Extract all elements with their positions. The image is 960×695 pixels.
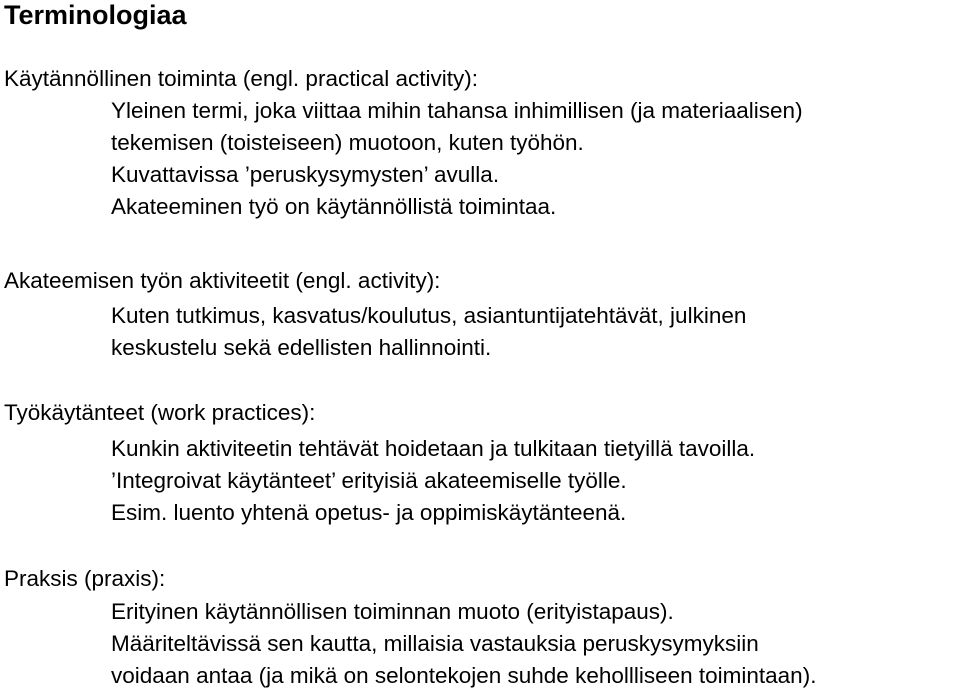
term-heading: Käytännöllinen toiminta (engl. practical activity): [4,66,478,91]
definition-line: Kuten tutkimus, kasvatus/koulutus, asiantuntijatehtävät, julkinen [111,303,747,328]
definition-line: keskustelu sekä edellisten hallinnointi. [111,335,492,360]
definition-line: Yleinen termi, joka viittaa mihin tahansa inhimillisen (ja materiaalisen) [111,98,803,123]
definition-line: voidaan antaa (ja mikä on selontekojen suhde kehollliseen toimintaan). [111,663,817,688]
definition-line: ’Integroivat käytänteet’ erityisiä akateemiselle työlle. [111,468,627,493]
page-title: Terminologiaa [4,0,187,30]
term-heading: Työkäytänteet (work practices): [4,400,316,425]
definition-line: Kunkin aktiviteetin tehtävät hoidetaan ja tulkitaan tietyillä tavoilla. [111,436,756,461]
term-heading: Akateemisen työn aktiviteetit (engl. activity): [4,268,441,293]
definition-line: Esim. luento yhtenä opetus- ja oppimiskäytänteenä. [111,500,627,525]
definition-line: Akateeminen työ on käytännöllistä toimintaa. [111,194,557,219]
definition-line: tekemisen (toisteiseen) muotoon, kuten työhön. [111,130,584,155]
definition-line: Kuvattavissa ’peruskysymysten’ avulla. [111,162,500,187]
definition-line: Määriteltävissä sen kautta, millaisia vastauksia peruskysymyksiin [111,631,759,656]
definition-line: Erityinen käytännöllisen toiminnan muoto (erityistapaus). [111,599,674,624]
term-heading: Praksis (praxis): [4,566,166,591]
